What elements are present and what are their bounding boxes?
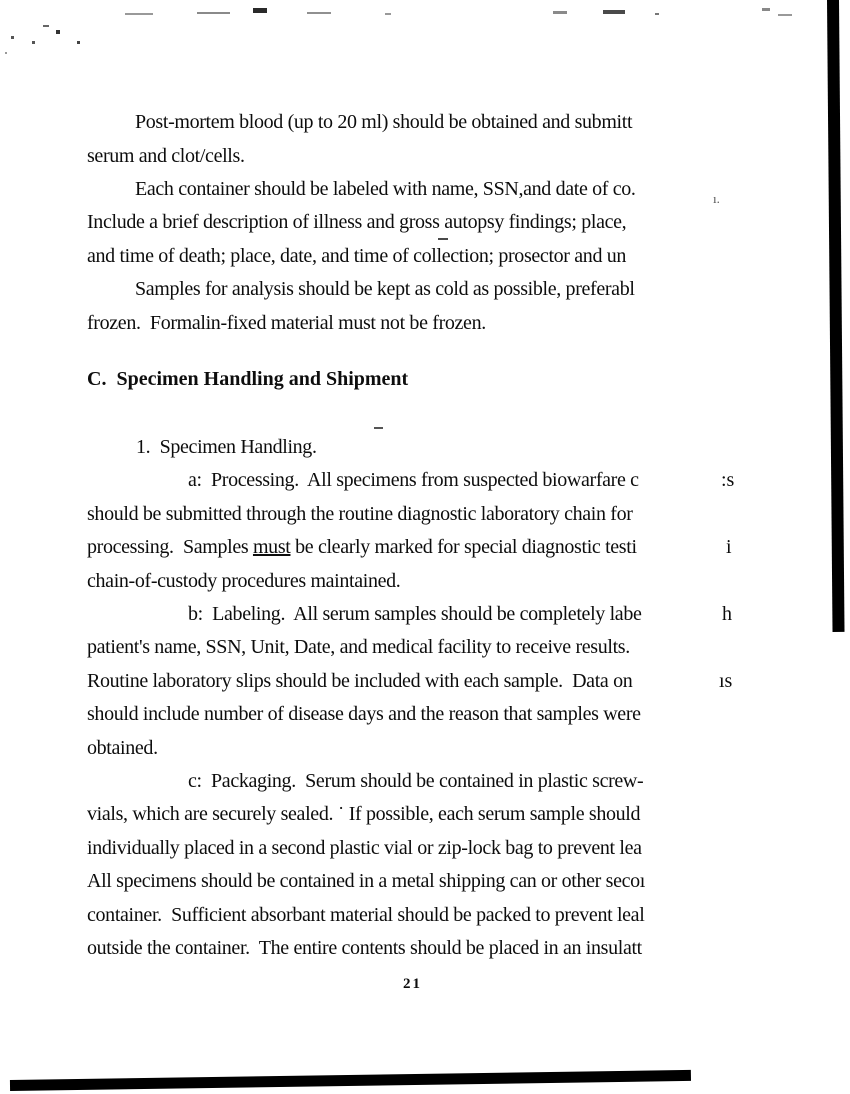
scan-noise-mark <box>5 52 7 54</box>
cut-off-text-fragment: ı. <box>713 191 720 206</box>
cut-off-text-fragment: :s <box>721 469 735 491</box>
scan-noise-mark <box>77 41 80 44</box>
scan-noise-mark <box>553 11 567 14</box>
text-line: container. Sufficient absorbant material should be packed to prevent leal <box>87 904 645 926</box>
scan-noise-mark <box>778 14 792 16</box>
scan-edge-bar-bottom <box>10 1070 691 1091</box>
cut-off-text-fragment: h <box>722 603 732 625</box>
text-line: and time of death; place, date, and time of collection; prosector and un <box>87 245 627 267</box>
text-line: outside the container. The entire contents should be placed in an insulatt <box>87 937 642 959</box>
scan-noise-mark <box>253 8 267 13</box>
cut-off-text-fragment: ıs <box>719 670 733 692</box>
text-line: should be submitted through the routine diagnostic laboratory chain for <box>87 503 633 525</box>
text-line: Post-mortem blood (up to 20 ml) should be obtained and submitt <box>135 111 633 133</box>
scan-noise-mark <box>762 8 770 11</box>
text-line: obtained. <box>87 737 158 759</box>
underlined-word: must <box>252 536 291 558</box>
scan-noise-mark <box>197 12 230 14</box>
text-segment: be clearly marked for special diagnostic testi <box>290 536 637 558</box>
scan-noise-mark <box>125 13 153 15</box>
text-line: individually placed in a second plastic vial or zip-lock bag to prevent lea <box>87 837 642 859</box>
text-line: a: Processing. All specimens from suspected biowarfare c <box>188 469 639 491</box>
text-line: frozen. Formalin-fixed material must not be frozen. <box>87 312 486 334</box>
text-line: Routine laboratory slips should be included with each sample. Data on <box>87 670 633 692</box>
text-line: vials, which are securely sealed. ˙ If possible, each serum sample should <box>87 803 641 825</box>
text-line: Include a brief description of illness and gross autopsy findings; place, <box>87 211 627 233</box>
section-heading: C. Specimen Handling and Shipment <box>87 368 409 390</box>
text-line: serum and clot/cells. <box>87 145 245 167</box>
text-line <box>87 531 637 564</box>
text-line: All specimens should be contained in a metal shipping can or other secoı <box>87 870 645 892</box>
text-line: Samples for analysis should be kept as cold as possible, preferabl <box>135 278 635 300</box>
scan-noise-mark <box>603 10 625 14</box>
scan-noise-mark <box>655 13 659 15</box>
text-line: Each container should be labeled with name, SSN,and date of co. <box>135 178 636 200</box>
subsection-heading: 1. Specimen Handling. <box>136 436 317 458</box>
scan-noise-mark <box>307 12 331 14</box>
text-line: patient's name, SSN, Unit, Date, and medical facility to receive results. <box>87 636 630 658</box>
text-line: b: Labeling. All serum samples should be completely labe <box>188 603 642 625</box>
cut-off-text-fragment: i <box>726 536 732 558</box>
scan-noise-mark <box>438 238 448 240</box>
scan-noise-mark <box>374 427 383 429</box>
scan-edge-bar-right <box>827 0 845 632</box>
text-line: should include number of disease days and the reason that samples were <box>87 703 641 725</box>
scan-noise-mark <box>56 30 60 34</box>
scan-noise-mark <box>385 13 391 15</box>
text-segment: processing. Samples <box>87 536 253 558</box>
text-line: chain-of-custody procedures maintained. <box>87 570 401 592</box>
text-line: c: Packaging. Serum should be contained in plastic screw- <box>188 770 644 792</box>
scan-noise-mark <box>43 25 49 27</box>
page-number: 21 <box>403 976 422 992</box>
scan-noise-mark <box>32 41 35 44</box>
scan-noise-mark <box>11 36 14 39</box>
